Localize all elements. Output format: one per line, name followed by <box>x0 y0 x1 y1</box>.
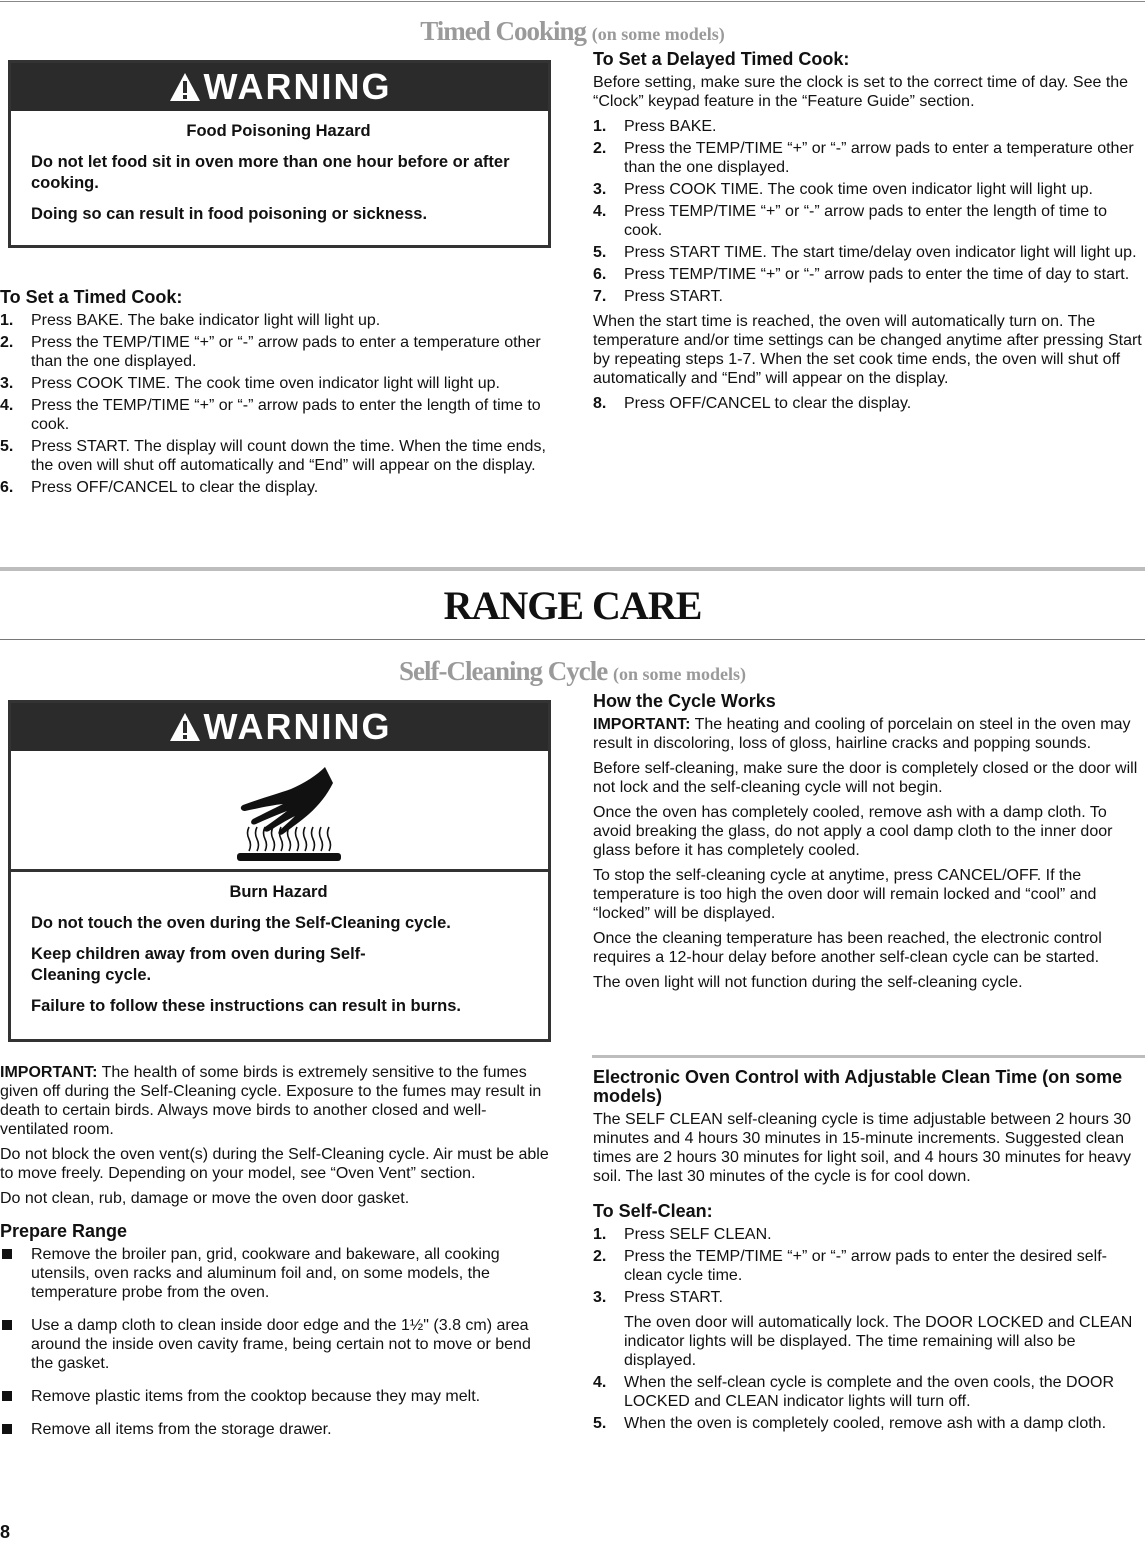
step-number: 1. <box>593 1226 607 1243</box>
list-item-text: Remove plastic items from the cooktop because they may melt. <box>31 1388 481 1405</box>
food-poisoning-warning <box>8 60 551 248</box>
step-text: Press the TEMP/TIME “+” or “-” arrow pads to enter a temperature other than the one displayed. <box>624 140 1134 176</box>
delayed-cook-heading: To Set a Delayed Timed Cook: <box>593 49 850 69</box>
step-item <box>593 202 1145 240</box>
step-text: Press START. <box>624 288 723 305</box>
step-text: Press OFF/CANCEL to clear the display. <box>31 479 319 496</box>
step-text: Press TEMP/TIME “+” or “-” arrow pads to enter the time of day to start. <box>624 266 1130 283</box>
warning-triangle-icon <box>168 71 202 103</box>
paragraph-lead: IMPORTANT: <box>0 1064 98 1081</box>
step-text: Press COOK TIME. The cook time oven indicator light will light up. <box>624 181 1093 198</box>
list-item <box>0 1245 552 1302</box>
step-text: Press SELF CLEAN. <box>624 1226 772 1243</box>
step-detail: The oven door will automatically lock. The DOOR LOCKED and CLEAN indicator lights will be displayed. The time remaining will also be displayed. <box>624 1314 1133 1369</box>
list-item-text: Remove all items from the storage drawer. <box>31 1421 332 1438</box>
step-number: 3. <box>593 1289 607 1306</box>
warning-line: Failure to follow these instructions can result in burns. <box>31 997 461 1015</box>
warning-line: Keep children away from oven during Self-Cleaning cycle. <box>31 945 366 984</box>
step-number: 7. <box>593 288 607 305</box>
square-bullet-icon <box>2 1424 12 1434</box>
timed-cook-heading: To Set a Timed Cook: <box>0 287 183 307</box>
burn-hazard-warning <box>8 700 551 1042</box>
paragraph <box>593 929 1145 967</box>
paragraph <box>593 973 1145 992</box>
self-cleaning-title-note: (on some models) <box>612 664 746 684</box>
step-item <box>0 437 552 475</box>
self-cleaning-title-text: Self-Cleaning Cycle <box>399 656 608 686</box>
warning-line: Do not touch the oven during the Self-Cleaning cycle. <box>31 914 451 932</box>
delayed-cook-note: When the start time is reached, the oven will automatically turn on. The temperature and/or time settings can be changed anytime after pressing Start by repeating steps 1-7. When the set cook time ends, the oven will shut off automatically and “End” will appear on the display. <box>593 313 1142 387</box>
hot-surface-panel <box>11 751 548 872</box>
section-rule <box>0 639 1145 640</box>
how-cycle-works-heading: How the Cycle Works <box>593 691 776 711</box>
step-item <box>593 180 1145 199</box>
step-item <box>593 139 1145 177</box>
paragraph <box>593 715 1145 753</box>
step-item <box>593 1225 1145 1244</box>
top-rule <box>0 1 1145 2</box>
paragraph-text: Once the oven has completely cooled, remove ash with a damp cloth. To avoid breaking the glass, do not apply a cool damp cloth to the inner door glass before it has completely cooled. <box>593 804 1113 859</box>
delayed-cook-intro: Before setting, make sure the clock is set to the correct time of day. See the “Clock” keypad feature in the “Feature Guide” section. <box>593 74 1129 110</box>
step-item <box>593 287 1145 306</box>
section-band <box>0 567 1145 571</box>
step-number: 2. <box>593 140 607 157</box>
paragraph-text: To stop the self-cleaning cycle at anytime, press CANCEL/OFF. If the temperature is too high the oven door will remain locked and “cool” and “locked” will be displayed. <box>593 867 1097 922</box>
step-text: Press the TEMP/TIME “+” or “-” arrow pads to enter the length of time to cook. <box>31 397 541 433</box>
step-number: 5. <box>0 438 14 455</box>
warning-line: Doing so can result in food poisoning or sickness. <box>31 205 428 223</box>
timed-cooking-title-note: (on some models) <box>591 24 725 44</box>
warning-header <box>11 703 548 751</box>
delayed-cook-column <box>593 50 1145 419</box>
step-number: 8. <box>593 395 607 412</box>
prepare-range-heading: Prepare Range <box>0 1221 128 1241</box>
self-clean-notes <box>0 1063 552 1208</box>
paragraph <box>593 759 1145 797</box>
step-item <box>593 243 1145 262</box>
electronic-control-column <box>593 1068 1145 1439</box>
step-item <box>0 478 552 497</box>
step-text: Press COOK TIME. The cook time oven indicator light will light up. <box>31 375 500 392</box>
step-text: Press OFF/CANCEL to clear the display. <box>624 395 912 412</box>
step-number: 3. <box>0 375 14 392</box>
to-self-clean-heading: To Self-Clean: <box>593 1201 713 1221</box>
timed-cook-column <box>0 288 552 503</box>
step-text: Press TEMP/TIME “+” or “-” arrow pads to enter the length of time to cook. <box>624 203 1107 239</box>
step-number: 4. <box>593 203 607 220</box>
square-bullet-icon <box>2 1391 12 1401</box>
step-number: 1. <box>593 118 607 135</box>
square-bullet-icon <box>2 1249 12 1259</box>
step-number: 2. <box>0 334 14 351</box>
paragraph-text: The heating and cooling of porcelain on steel in the oven may result in discoloring, loss of gloss, hairline cracks and popping sounds. <box>593 716 1131 752</box>
step-text: Press START. The display will count down the time. When the time ends, the oven will shut off automatically and “End” will appear on the display. <box>31 438 546 474</box>
step-item <box>593 265 1145 284</box>
paragraph-text: The health of some birds is extremely sensitive to the fumes given off during the Self-Cleaning cycle. Exposure to the fumes may result in death to certain birds. Always move birds to another closed and well-ventilated room. <box>0 1064 542 1138</box>
step-number: 6. <box>0 479 14 496</box>
prepare-range-list <box>0 1245 552 1439</box>
step-item <box>593 1373 1145 1411</box>
page-number: 8 <box>0 1522 11 1542</box>
how-cycle-works-text <box>593 715 1145 992</box>
step-number: 1. <box>0 312 14 329</box>
range-care-title: RANGE CARE <box>443 583 702 628</box>
paragraph <box>593 866 1145 923</box>
step-text: When the oven is completely cooled, remove ash with a damp cloth. <box>624 1415 1107 1432</box>
step-text: Press START TIME. The start time/delay oven indicator light will light up. <box>624 244 1137 261</box>
step-text: When the self-clean cycle is complete and the oven cools, the DOOR LOCKED and CLEAN indicator lights will turn off. <box>624 1374 1115 1410</box>
step-number: 2. <box>593 1248 607 1265</box>
step-number: 5. <box>593 1415 607 1432</box>
warning-line: Do not let food sit in oven more than one hour before or after cooking. <box>31 153 510 192</box>
list-item <box>0 1316 552 1373</box>
paragraph <box>0 1063 552 1139</box>
step-text: Press START. <box>624 1289 723 1306</box>
timed-cooking-title-text: Timed Cooking <box>420 16 587 46</box>
warning-word: WARNING <box>203 706 392 747</box>
step-item <box>0 333 552 371</box>
step-text: Press BAKE. The bake indicator light will light up. <box>31 312 381 329</box>
step-item <box>0 396 552 434</box>
step-number: 5. <box>593 244 607 261</box>
step-item <box>0 374 552 393</box>
self-clean-left-column <box>0 1063 552 1453</box>
warning-triangle-icon <box>168 711 202 743</box>
step-number: 3. <box>593 181 607 198</box>
warning-body <box>11 872 548 1033</box>
square-bullet-icon <box>2 1320 12 1330</box>
warning-word: WARNING <box>203 66 392 107</box>
warning-header <box>11 63 548 111</box>
step-number: 4. <box>593 1374 607 1391</box>
paragraph-text: Once the cleaning temperature has been reached, the electronic control requires a 12-hour delay before another self-clean cycle can be started. <box>593 930 1102 966</box>
paragraph-lead: IMPORTANT: <box>593 716 691 733</box>
paragraph-text: The oven light will not function during the self-cleaning cycle. <box>593 974 1023 991</box>
electronic-control-heading: Electronic Oven Control with Adjustable Clean Time (on some models) <box>593 1067 1123 1106</box>
step-number: 4. <box>0 397 14 414</box>
step-text: Press BAKE. <box>624 118 717 135</box>
warning-body <box>11 111 548 241</box>
paragraph-text: Do not block the oven vent(s) during the Self-Cleaning cycle. Air must be able to move freely. Depending on your model, see “Oven Vent” section. <box>0 1146 549 1182</box>
step-item <box>593 394 1145 413</box>
hand-hot-surface-icon <box>229 761 349 861</box>
step-item <box>593 1288 1145 1370</box>
paragraph <box>0 1189 552 1208</box>
hazard-title: Food Poisoning Hazard <box>186 122 371 140</box>
delayed-cook-steps <box>593 117 1145 306</box>
column-rule <box>592 1055 1145 1058</box>
list-item <box>0 1387 552 1406</box>
step-text: Press the TEMP/TIME “+” or “-” arrow pads to enter a temperature other than the one displayed. <box>31 334 541 370</box>
step-item <box>593 1247 1145 1285</box>
hazard-title: Burn Hazard <box>229 883 328 901</box>
electronic-control-text: The SELF CLEAN self-cleaning cycle is time adjustable between 2 hours 30 minutes and 4 hours 30 minutes in 15-minute increments. Suggested clean times are 2 hours 30 minutes for light soil, and 4 hours 30 minutes for heavy soil. The last 30 minutes of the cycle is for cool down. <box>593 1111 1132 1185</box>
list-item <box>0 1420 552 1439</box>
list-item-text: Use a damp cloth to clean inside door edge and the 1½" (3.8 cm) area around the inside oven cavity frame, being certain not to move or bend the gasket. <box>31 1317 531 1372</box>
timed-cook-steps <box>0 311 552 497</box>
list-item-text: Remove the broiler pan, grid, cookware and bakeware, all cooking utensils, oven racks and aluminum foil and, on some models, the temperature probe from the oven. <box>31 1246 500 1301</box>
paragraph <box>0 1145 552 1183</box>
to-self-clean-steps <box>593 1225 1145 1433</box>
self-clean-right-column <box>593 692 1145 998</box>
timed-cooking-title <box>0 16 1145 47</box>
paragraph-text: Do not clean, rub, damage or move the oven door gasket. <box>0 1190 410 1207</box>
step-number: 6. <box>593 266 607 283</box>
self-cleaning-title <box>0 656 1145 687</box>
step-item <box>593 117 1145 136</box>
paragraph-text: Before self-cleaning, make sure the door is completely closed or the door will not lock and the self-cleaning cycle will not begin. <box>593 760 1138 796</box>
paragraph <box>593 803 1145 860</box>
step-item <box>0 311 552 330</box>
step-text: Press the TEMP/TIME “+” or “-” arrow pads to enter the desired self-clean cycle time. <box>624 1248 1107 1284</box>
step-item <box>593 1414 1145 1433</box>
delayed-cook-step-8 <box>593 394 1145 413</box>
